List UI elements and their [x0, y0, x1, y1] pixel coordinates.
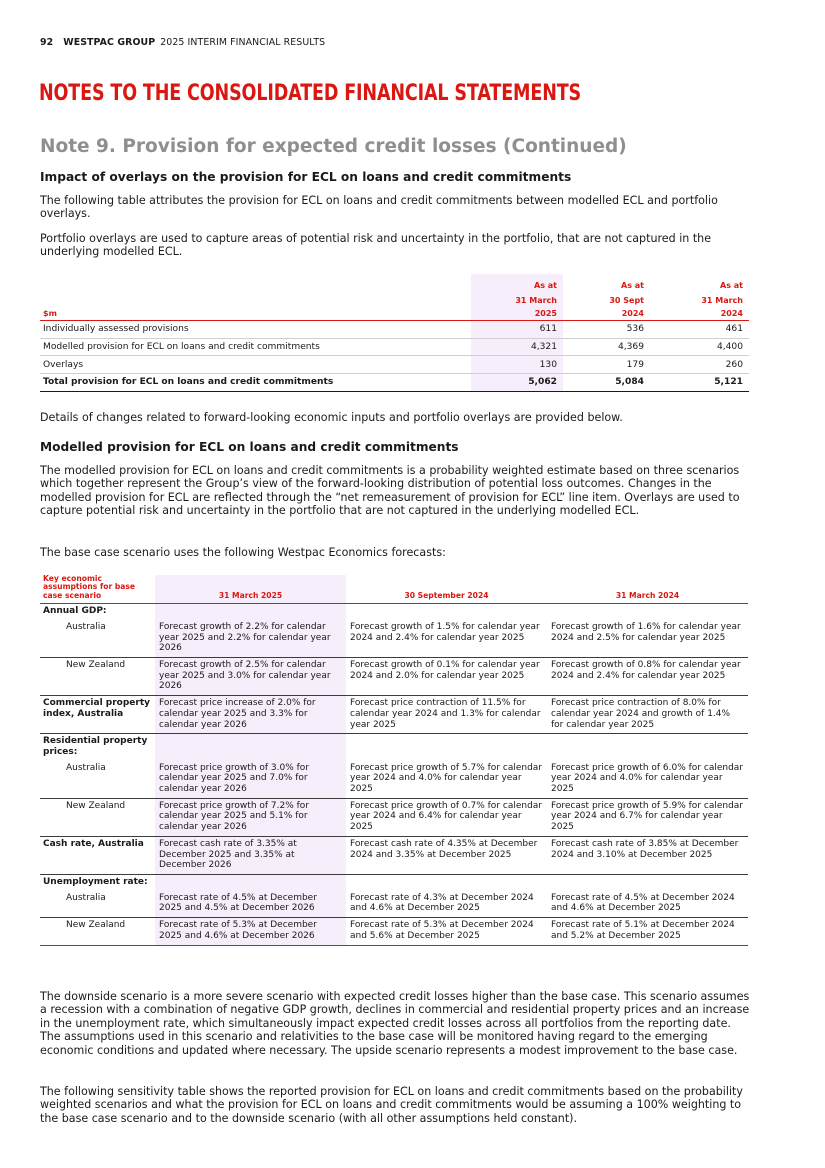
col-header: 30 September 2024 [346, 575, 547, 604]
row-label: Cash rate, Australia [40, 836, 155, 874]
cell-value: Forecast rate of 4.3% at December 2024 and 4.6% at December 2025 [346, 891, 547, 918]
cell-value: Forecast rate of 5.3% at December 2024 and 5.6% at December 2025 [346, 918, 547, 945]
table-row [40, 338, 749, 356]
row-label: Modelled provision for ECL on loans and credit commitments [40, 338, 471, 356]
table-header-label: Key economic assumptions for base case scenario [40, 575, 155, 604]
header-report-name: 2025 INTERIM FINANCIAL RESULTS [160, 37, 326, 48]
cell-value: Forecast growth of 2.5% for calendar year 2025 and 3.0% for calendar year 2026 [155, 658, 346, 696]
table-row [40, 761, 748, 799]
running-header [40, 37, 325, 48]
row-label: Australia [40, 620, 155, 658]
page-number: 92 [40, 37, 54, 48]
cell-value: Forecast price growth of 7.2% for calendar year 2025 and 5.1% for calendar year 2026 [155, 798, 346, 836]
cell-value: 130 [471, 356, 563, 374]
total-row [40, 374, 749, 392]
sensitivity-paragraph: The following sensitivity table shows the reported provision for ECL on loans and credit commitments based on the probability weighted scenarios and what the provision for ECL on loans and credit commitments would be assuming a 100% weighting to the base case scenario and to the downside scenario (with all other assumptions held constant). [40, 1085, 743, 1125]
cell-value: Forecast price growth of 0.7% for calendar year 2024 and 6.4% for calendar year 2025 [346, 798, 547, 836]
cell-value: Forecast price growth of 5.9% for calendar year 2024 and 6.7% for calendar year 2025 [547, 798, 748, 836]
table-row [40, 620, 748, 658]
cell-value: Forecast price growth of 6.0% for calendar year 2024 and 4.0% for calendar year 2025 [547, 761, 748, 799]
table-row [40, 321, 749, 339]
cell-value: 4,369 [563, 338, 650, 356]
modelled-paragraph-1: The modelled provision for ECL on loans and credit commitments is a probability weighted estimate based on three scenarios which together represent the Group’s view of the forward-looking distribution of potential loss outcomes. Changes in the modelled provision for ECL are reflected through the “net remeasurement of provision for ECL” line item. Overlays are used to capture potential risk and uncertainty in the portfolio that are not captured in the underlying modelled ECL. [40, 464, 740, 518]
cell-value: 611 [471, 321, 563, 339]
table-row [40, 798, 748, 836]
table-row [40, 696, 748, 734]
col-header-line1: As at [471, 274, 563, 290]
unit-label: $m [40, 305, 471, 321]
cell-value: Forecast growth of 0.1% for calendar year 2024 and 2.0% for calendar year 2025 [346, 658, 547, 696]
row-label: Individually assessed provisions [40, 321, 471, 339]
table-row [40, 891, 748, 918]
row-label: Commercial property index, Australia [40, 696, 155, 734]
table-row [40, 836, 748, 874]
row-label: Australia [40, 761, 155, 799]
cell-value: Forecast rate of 5.3% at December 2025 and 4.6% at December 2026 [155, 918, 346, 945]
cell-value: Forecast rate of 4.5% at December 2025 and 4.5% at December 2026 [155, 891, 346, 918]
row-label: New Zealand [40, 798, 155, 836]
group-label: Residential property prices: [43, 736, 148, 757]
total-value: 5,062 [471, 374, 563, 392]
details-paragraph: Details of changes related to forward-looking economic inputs and portfolio overlays are provided below. [40, 411, 623, 424]
col-header-line2: 31 March [471, 290, 563, 306]
col-header-line3: 2024 [563, 305, 650, 321]
cell-value: Forecast price increase of 2.0% for calendar year 2025 and 3.3% for calendar year 2026 [155, 696, 346, 734]
cell-value: 461 [650, 321, 749, 339]
cell-value: 179 [563, 356, 650, 374]
col-header-line2: 31 March [701, 296, 743, 305]
col-header-line2: 30 Sept [609, 296, 644, 305]
cell-value: Forecast rate of 4.5% at December 2024 and 4.6% at December 2025 [547, 891, 748, 918]
downside-scenario-paragraph: The downside scenario is a more severe scenario with expected credit losses higher than the base case. This scenario assumes a recession with a combination of negative GDP growth, declines in commercial and residential property prices and an increase in the unemployment rate, which simultaneously impact expected credit losses across all portfolios from the reporting date. The assumptions used in this scenario and relativities to the base case will be monitored having regard to the emerging economic conditions and updated where necessary. The upside scenario represents a modest improvement to the base case. [40, 990, 750, 1057]
col-header-line1: As at [720, 280, 743, 290]
row-label: Overlays [40, 356, 471, 374]
cell-value: Forecast cash rate of 4.35% at December 2024 and 3.35% at December 2025 [346, 836, 547, 874]
total-value: 5,084 [563, 374, 650, 392]
group-label: Annual GDP: [43, 606, 107, 617]
overlays-table [40, 274, 749, 392]
section-title: NOTES TO THE CONSOLIDATED FINANCIAL STATEMENTS [39, 80, 582, 106]
cell-value: Forecast price growth of 3.0% for calendar year 2025 and 7.0% for calendar year 2026 [155, 761, 346, 799]
cell-value: Forecast cash rate of 3.85% at December 2024 and 3.10% at December 2025 [547, 836, 748, 874]
table-row [40, 356, 749, 374]
table-row [40, 658, 748, 696]
total-value: 5,121 [650, 374, 749, 392]
overlays-heading: Impact of overlays on the provision for ECL on loans and credit commitments [40, 170, 572, 184]
cell-value: Forecast growth of 2.2% for calendar year 2025 and 2.2% for calendar year 2026 [155, 620, 346, 658]
col-header-line3: 2024 [650, 305, 749, 321]
cell-value: Forecast growth of 0.8% for calendar year 2024 and 2.4% for calendar year 2025 [547, 658, 748, 696]
header-group-name: WESTPAC GROUP [63, 37, 156, 48]
row-label: New Zealand [40, 658, 155, 696]
group-row [40, 604, 748, 620]
cell-value: Forecast growth of 1.5% for calendar year 2024 and 2.4% for calendar year 2025 [346, 620, 547, 658]
col-header: 31 March 2025 [155, 575, 346, 604]
modelled-heading: Modelled provision for ECL on loans and credit commitments [40, 440, 459, 454]
row-label: New Zealand [40, 918, 155, 945]
overlays-paragraph-2: Portfolio overlays are used to capture areas of potential risk and uncertainty in the portfolio, that are not captured in the underlying modelled ECL. [40, 232, 712, 259]
row-label: Australia [40, 891, 155, 918]
overlays-paragraph-1: The following table attributes the provision for ECL on loans and credit commitments between modelled ECL and portfolio overlays. [40, 194, 718, 221]
table-row [40, 918, 748, 945]
economic-assumptions-table [40, 575, 748, 946]
modelled-paragraph-2: The base case scenario uses the following Westpac Economics forecasts: [40, 546, 446, 559]
cell-value: 4,321 [471, 338, 563, 356]
col-header-line3: 2025 [471, 305, 563, 321]
cell-value: 260 [650, 356, 749, 374]
cell-value: 4,400 [650, 338, 749, 356]
cell-value: Forecast rate of 5.1% at December 2024 and 5.2% at December 2025 [547, 918, 748, 945]
cell-value: Forecast cash rate of 3.35% at December 2025 and 3.35% at December 2026 [155, 836, 346, 874]
cell-value: Forecast price contraction of 11.5% for calendar year 2024 and 1.3% for calendar year 2025 [346, 696, 547, 734]
cell-value: Forecast price growth of 5.7% for calendar year 2024 and 4.0% for calendar year 2025 [346, 761, 547, 799]
note-title: Note 9. Provision for expected credit losses (Continued) [40, 136, 627, 157]
cell-value: Forecast price contraction of 8.0% for calendar year 2024 and growth of 1.4% for calendar year 2025 [547, 696, 748, 734]
cell-value: Forecast growth of 1.6% for calendar year 2024 and 2.5% for calendar year 2025 [547, 620, 748, 658]
group-label: Unemployment rate: [43, 876, 148, 887]
col-header: 31 March 2024 [547, 575, 748, 604]
cell-value: 536 [563, 321, 650, 339]
group-row [40, 734, 748, 761]
col-header-line1: As at [621, 280, 644, 290]
total-label: Total provision for ECL on loans and credit commitments [40, 374, 471, 392]
group-row [40, 874, 748, 890]
